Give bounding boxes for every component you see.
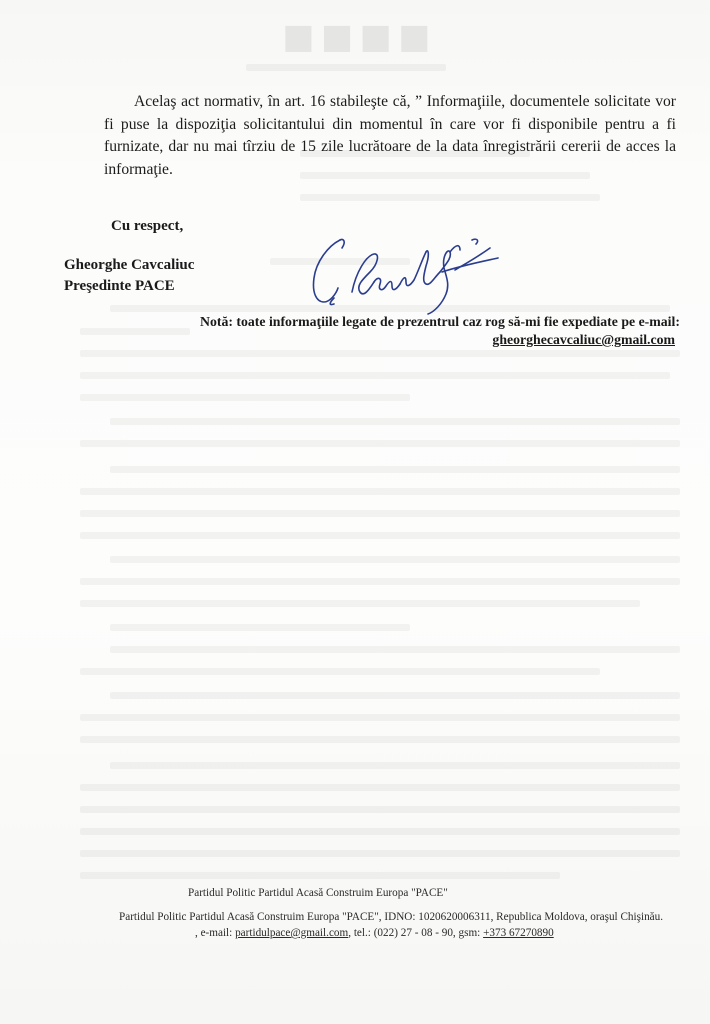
body-paragraph: Acelaş act normativ, în art. 16 stabileşte că, ” Informaţiile, documentele solicitate vor fi puse la dispoziţia solicitantului din momentul în care vor fi disponibile pentru a fi furnizate, dar nu mai tîrziu de 15 zile lucrătoare de la data înregistrării cererii de acces la informaţie. bbox=[104, 93, 676, 178]
closing-salutation: Cu respect, bbox=[111, 218, 184, 234]
footer-party-name: Partidul Politic Partidul Acasă Construim Europa "PACE" bbox=[188, 887, 448, 899]
show-through-line bbox=[80, 736, 680, 743]
show-through-line bbox=[80, 578, 680, 585]
signer-role: Preşedinte PACE bbox=[64, 278, 175, 294]
show-through-line bbox=[80, 372, 670, 379]
show-through-line bbox=[80, 510, 680, 517]
email-note bbox=[200, 313, 680, 349]
footer-contacts bbox=[195, 927, 554, 939]
show-through-line bbox=[246, 64, 446, 71]
show-through-line bbox=[80, 532, 680, 539]
show-through-line bbox=[300, 194, 600, 201]
signer-name: Gheorghe Cavcaliuc bbox=[64, 257, 195, 273]
show-through-line bbox=[80, 394, 410, 401]
footer-phone-prefix: , tel.: (022) 27 - 08 - 90, gsm: bbox=[348, 927, 484, 939]
footer-email-link[interactable]: partidulpace@gmail.com bbox=[235, 927, 349, 939]
show-through-line bbox=[80, 328, 190, 335]
footer-phone-link[interactable]: +373 67270890 bbox=[483, 927, 554, 939]
show-through-line bbox=[80, 440, 680, 447]
show-through-line bbox=[80, 488, 680, 495]
show-through-line bbox=[80, 828, 680, 835]
show-through-line bbox=[80, 784, 680, 791]
show-through-line bbox=[110, 624, 410, 631]
show-through-line bbox=[110, 418, 680, 425]
show-through-line bbox=[80, 600, 640, 607]
show-through-line bbox=[110, 692, 680, 699]
show-through-line bbox=[80, 350, 680, 357]
contact-email-link[interactable]: gheorghecavcaliuc@gmail.com bbox=[492, 332, 675, 347]
show-through-line bbox=[110, 762, 680, 769]
show-through-line bbox=[80, 872, 560, 879]
show-through-line bbox=[80, 668, 600, 675]
show-through-line bbox=[80, 806, 680, 813]
show-through-line bbox=[110, 556, 680, 563]
footer-email-prefix: , e-mail: bbox=[195, 927, 236, 939]
show-through-line bbox=[110, 466, 680, 473]
footer-party-details: Partidul Politic Partidul Acasă Construim Europa "PACE", IDNO: 1020620006311, Republica Moldova, oraşul Chişinău. bbox=[119, 911, 664, 923]
show-through-line bbox=[80, 850, 680, 857]
show-through-line bbox=[110, 646, 680, 653]
handwritten-signature bbox=[300, 232, 510, 317]
email-note-text: Notă: toate informaţiile legate de prezentrul caz rog să-mi fie expediate pe e-mail: bbox=[200, 314, 680, 329]
show-through-logo: ■■■■ bbox=[282, 7, 437, 67]
show-through-line bbox=[80, 714, 680, 721]
